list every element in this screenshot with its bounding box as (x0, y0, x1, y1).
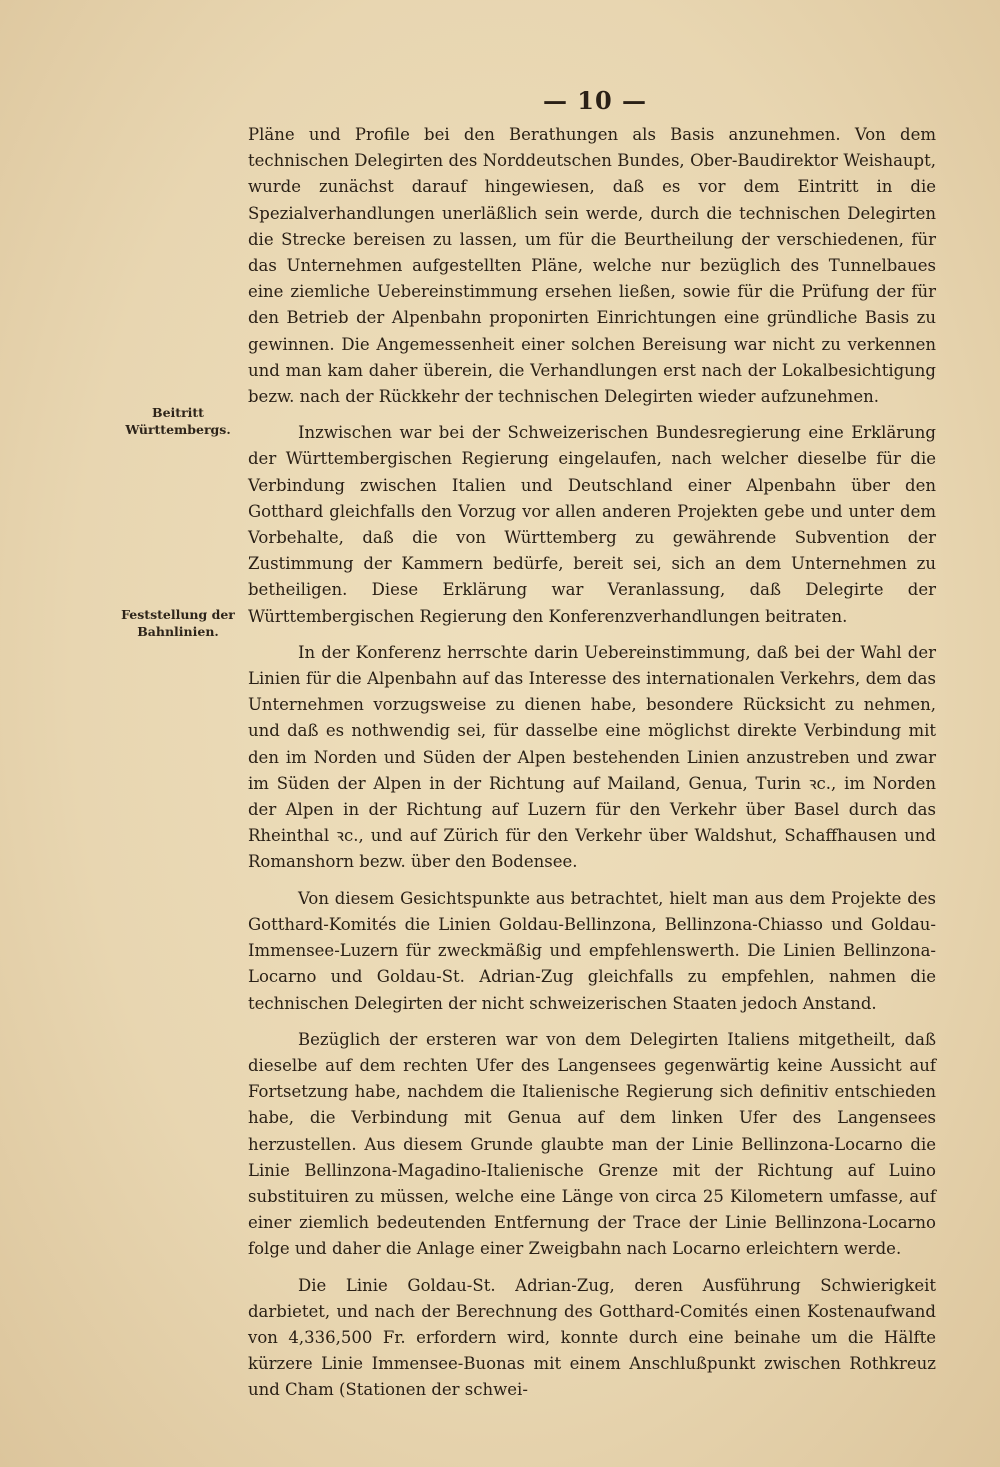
margin-note-feststellung: Feststellung der Bahnlinien. (121, 607, 235, 639)
margin-note-beitritt: Beitritt Württembergs. (125, 405, 231, 437)
paragraph: In der Konferenz herrschte darin Uebereinstimmung, daß bei der Wahl der Linien für die Alpenbahn auf das Interesse des internationalen Verkehrs, dem das Unternehmen vorzugsweise zu dienen habe, besondere Rücksicht zu nehmen, und daß es nothwendig sei, für dasselbe eine möglichst direkte Verbindung mit den im Norden und Süden der Alpen bestehenden Linien anzustreben und zwar im Süden der Alpen in der Richtung auf Mailand, Genua, Turin ꝛc., im Norden der Alpen in der Richtung auf Luzern für den Verkehr über Basel durch das Rheinthal ꝛc., und auf Zürich für den Verkehr über Waldshut, Schaffhausen und Romanshorn bezw. über den Bodensee. (248, 642, 936, 872)
paragraph: Bezüglich der ersteren war von dem Delegirten Italiens mitgetheilt, daß dieselbe auf dem rechten Ufer des Langensees gegenwärtig keine Aussicht auf Fortsetzung habe, nachdem die Italienische Regierung sich definitiv entschieden habe, die Verbindung mit Genua auf dem linken Ufer des Langensees herzustellen. Aus diesem Grunde glaubte man der Linie Bellinzona-Locarno die Linie Bellinzona-Magadino-Italienische Grenze mit der Richtung auf Luino substituiren zu müssen, welche eine Länge von circa 25 Kilometern umfasse, auf einer ziemlich bedeutenden Entfernung der Trace der Linie Bellinzona-Locarno folge und daher die Anlage einer Zweigbahn nach Locarno erleichtern werde. (248, 1029, 936, 1259)
paragraph: Pläne und Profile bei den Berathungen als Basis anzunehmen. Von dem technischen Delegirten des Norddeutschen Bundes, Ober-Baudirektor Weishaupt, wurde zunächst darauf hingewiesen, daß es vor dem Eintritt in die Spezialverhandlungen unerläßlich sein werde, durch die technischen Delegirten die Strecke bereisen zu lassen, um für die Beurtheilung der verschiedenen, für das Unternehmen aufgestellten Pläne, welche nur bezüglich des Tunnelbaues eine ziemliche Uebereinstimmung ersehen ließen, sowie für die Prüfung der für den Betrieb der Alpenbahn proponirten Einrichtungen eine gründliche Basis zu gewinnen. Die Angemessenheit einer solchen Bereisung war nicht zu verkennen und man kam daher überein, die Verhandlungen erst nach der Lokalbesichtigung bezw. nach der Rückkehr der technischen Delegirten wieder aufzunehmen. (248, 125, 936, 407)
paragraph: Von diesem Gesichtspunkte aus betrachtet, hielt man aus dem Projekte des Gotthard-Komités die Linien Goldau-Bellinzona, Bellinzona-Chiasso und Goldau-Immensee-Luzern für zweckmäßig und empfehlenswerth. Die Linien Bellinzona-Locarno und Goldau-St. Adrian-Zug gleichfalls zu empfehlen, nahmen die technischen Delegirten der nicht schweizerischen Staaten jedoch Anstand. (248, 888, 936, 1013)
paragraph: Die Linie Goldau-St. Adrian-Zug, deren Ausführung Schwierigkeit darbietet, und nach der Berechnung des Gotthard-Comités einen Kostenaufwand von 4,336,500 Fr. erfordern wird, konnte durch eine beinahe um die Hälfte kürzere Linie Immensee-Buonas mit einem Anschlußpunkt zwischen Rothkreuz und Cham (Stationen der schwei- (248, 1275, 936, 1400)
paragraph: Inzwischen war bei der Schweizerischen Bundesregierung eine Erklärung der Württembergischen Regierung eingelaufen, nach welcher dieselbe für die Verbindung zwischen Italien und Deutschland einer Alpenbahn über den Gotthard gleichfalls den Vorzug vor allen anderen Projekten gebe und unter dem Vorbehalte, daß die von Württemberg zu gewährende Subvention der Zustimmung der Kammern bedürfe, bereit sei, sich an dem Unternehmen zu betheiligen. Diese Erklärung war Veranlassung, daß Delegirte der Württembergischen Regierung den Konferenzverhandlungen beitraten. (248, 423, 936, 626)
body-text (248, 122, 936, 1404)
page-number: — 10 — (542, 86, 648, 115)
